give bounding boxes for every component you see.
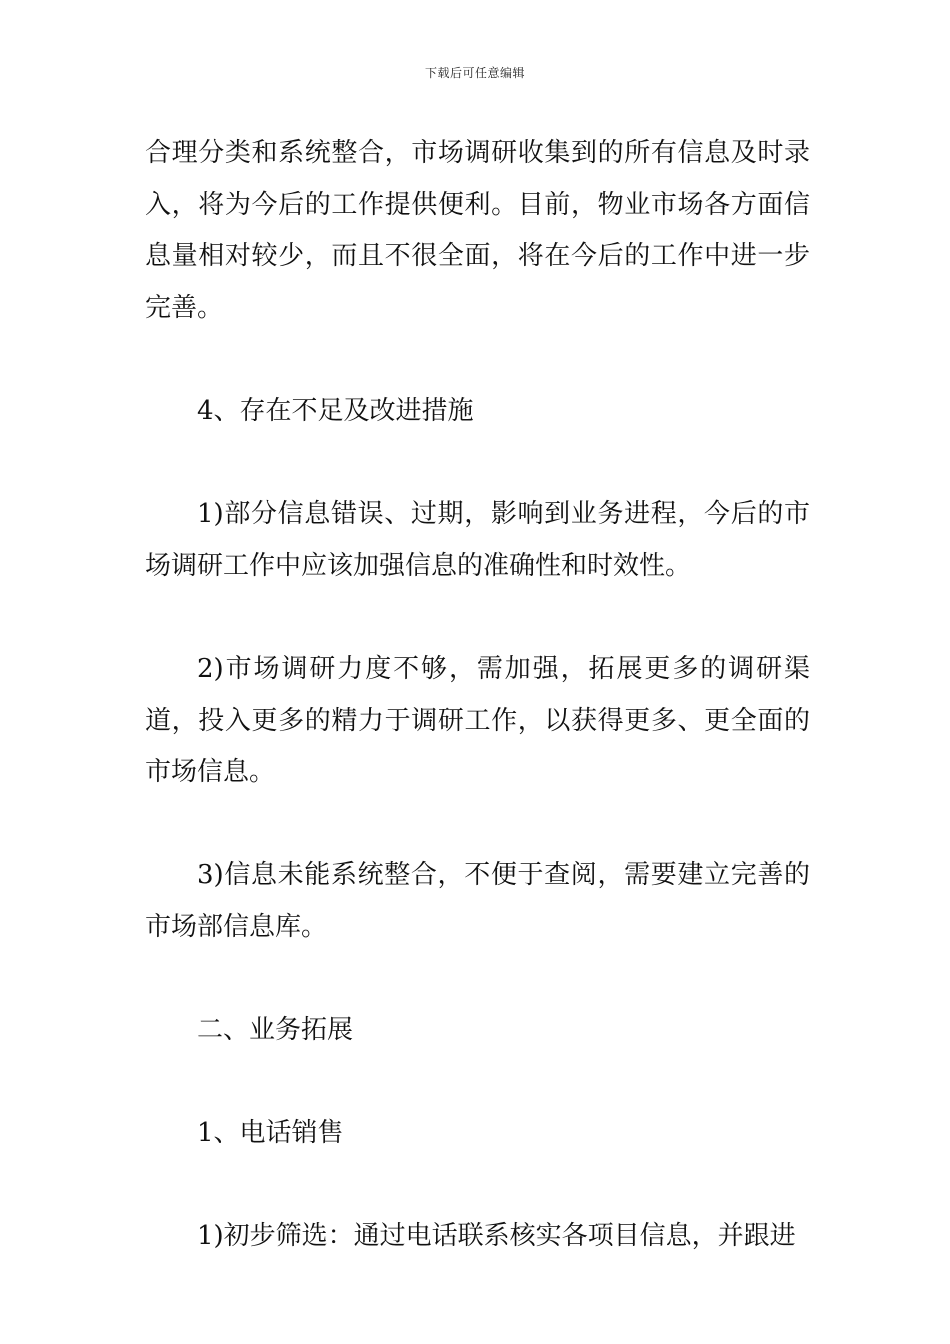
page-header: 下载后可任意编辑 [424,66,525,80]
paragraph-spacer [145,1057,810,1109]
paragraph-4: 3)信息未能系统整合，不便于查阅，需要建立完善的市场部信息库。 [145,860,810,942]
paragraph-spacer [145,334,810,386]
paragraph-1: 合理分类和系统整合，市场调研收集到的所有信息及时录入，将为今后的工作提供便利。目前，物业市场各方面信息量相对较少，而且不很全面，将在今后的工作中进一步完善。 [145,138,810,323]
subsection-heading-phone-sales: 1、电话销售 [197,1118,344,1149]
section-heading-business: 二、业务拓展 [197,1015,354,1046]
paragraph-spacer [145,1160,810,1212]
paragraph-5: 1)初步筛选：通过电话联系核实各项目信息，并跟进 [197,1221,796,1252]
paragraph-3: 2)市场调研力度不够，需加强，拓展更多的调研渠道，投入更多的精力于调研工作，以获得更多、更全面的市场信息。 [145,653,810,788]
paragraph-2: 1)部分信息错误、过期，影响到业务进程，今后的市场调研工作中应该加强信息的准确性和时效性。 [145,499,810,581]
paragraph-spacer [145,954,810,1006]
section-heading-improvement: 4、存在不足及改进措施 [197,395,474,426]
paragraph-spacer [145,438,810,490]
document-body [145,128,810,1263]
paragraph-spacer [145,799,810,851]
paragraph-spacer [145,592,810,644]
